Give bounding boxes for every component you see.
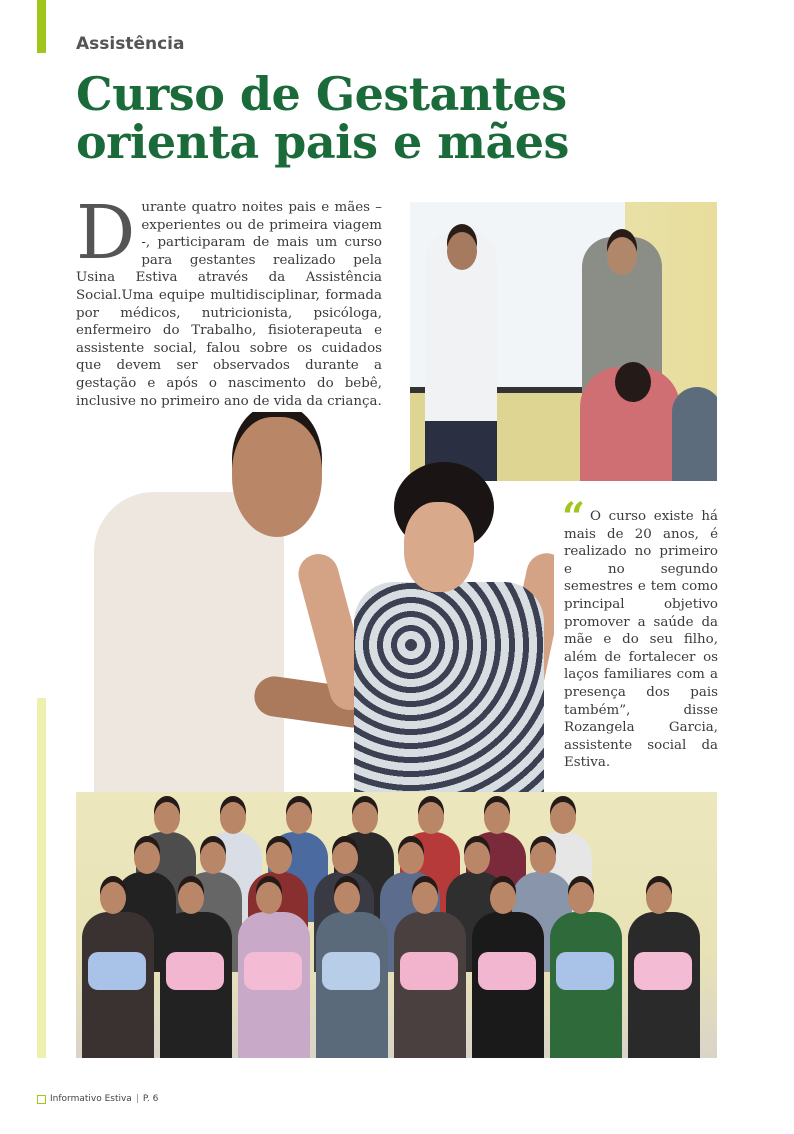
- article-body: [76, 190, 382, 410]
- pull-quote-text: O curso existe há mais de 20 anos, é realizado no primeiro e no segundo semestres e tem como principal objetivo promover a saúde da mãe e do seu filho, além de fortalecer os laços familiares com a presença dos pais também”, disse Rozangela Garcia, assistente social da Estiva.: [564, 509, 718, 771]
- man-figure: [84, 412, 314, 792]
- photo-ribbon-tying: [84, 412, 554, 792]
- group-front-row: [82, 912, 700, 1058]
- accent-bar: [37, 0, 46, 53]
- side-decoration-bar: [37, 698, 46, 1058]
- photo-group: [76, 792, 717, 1058]
- page-footer: [37, 1094, 158, 1104]
- drop-cap: D: [76, 190, 136, 276]
- audience-figure: [672, 387, 717, 481]
- page-number: P. 6: [142, 1094, 159, 1104]
- woman-figure: [314, 462, 554, 792]
- quote-mark-icon: “: [562, 494, 586, 541]
- section-label: Assistência: [76, 34, 185, 54]
- footer-separator: |: [135, 1094, 139, 1104]
- pull-quote: [564, 508, 718, 772]
- footer-square-icon: [37, 1095, 46, 1104]
- audience-figure: [580, 367, 680, 481]
- article-body-text: urante quatro noites pais e mães – experientes ou de primeira viagem -, participaram de mais um curso para gestantes realizado pela Usina Estiva através da Assistência Social.Uma equipe multidisciplinar, formada por médicos, nutricionista, psicóloga, enfermeiro do Trabalho, fisioterapeuta e assistente social, falou sobre os cuidados que devem ser observados durante a gestação e após o nascimento do bebê, inclusive no primeiro ano de vida da criança.: [76, 200, 382, 409]
- publication-name: Informativo Estiva: [50, 1094, 132, 1104]
- article-headline: Curso de Gestantes orienta pais e mães: [76, 67, 569, 169]
